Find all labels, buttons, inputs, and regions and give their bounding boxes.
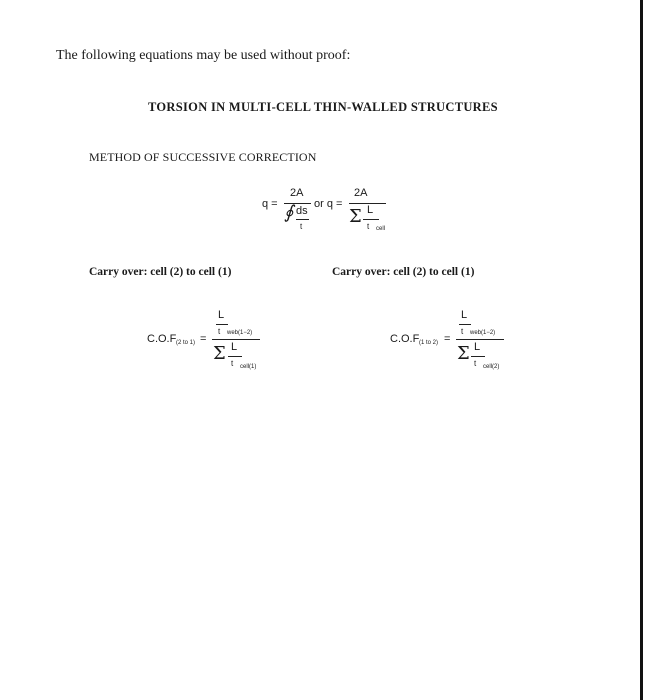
sigma-icon: Σ [457,343,470,364]
cell-subscript: cell(1) [240,364,257,370]
cof-label: C.O.F [390,333,420,345]
equals-sign: = [200,333,207,345]
web-subscript: web(1−2) [227,330,253,336]
web-subscript: web(1−2) [470,330,496,336]
cell-subscript: cell [376,226,386,232]
main-fraction-bar [456,339,504,340]
numerator-2a-alt: 2A [354,187,368,199]
page-right-border [640,0,643,700]
t-cell: t [231,359,234,368]
l-top: L [461,309,468,321]
cell-subscript: cell(2) [483,364,500,370]
l-bottom-bar [471,356,485,357]
intro-text: The following equations may be used without proof: [56,48,351,63]
q-lhs: q = [262,198,278,210]
equals-sign: = [444,333,451,345]
section-heading: TORSION IN MULTI-CELL THIN-WALLED STRUCTURES [148,100,498,114]
main-fraction-bar [212,339,260,340]
or-q-label: or q = [314,198,343,210]
l-fraction-bar [363,219,379,220]
l-bottom: L [231,341,238,353]
t-cell-label: t [367,222,370,231]
t-cell: t [474,359,477,368]
cof-subscript: (1 to 2) [419,340,439,346]
ds-label: ds [296,205,308,217]
l-label: L [367,204,374,216]
cof-label: C.O.F [147,333,177,345]
l-top-bar [216,324,228,325]
t-web: t [461,327,464,336]
l-top-bar [459,324,471,325]
l-top: L [218,309,225,321]
t-web: t [218,327,221,336]
sigma-icon: Σ [349,206,362,227]
numerator-2a: 2A [290,187,304,199]
contour-integral-icon: ∮ [284,202,294,223]
l-bottom-bar [228,356,242,357]
sigma-icon: Σ [213,343,226,364]
carry-over-right-label: Carry over: cell (2) to cell (1) [332,266,475,278]
carry-over-left-label: Carry over: cell (2) to cell (1) [89,266,232,278]
t-label: t [300,222,303,231]
ds-fraction-bar [296,219,309,220]
l-bottom: L [474,341,481,353]
method-title: METHOD OF SUCCESSIVE CORRECTION [89,150,317,164]
cof-subscript: (2 to 1) [176,340,196,346]
